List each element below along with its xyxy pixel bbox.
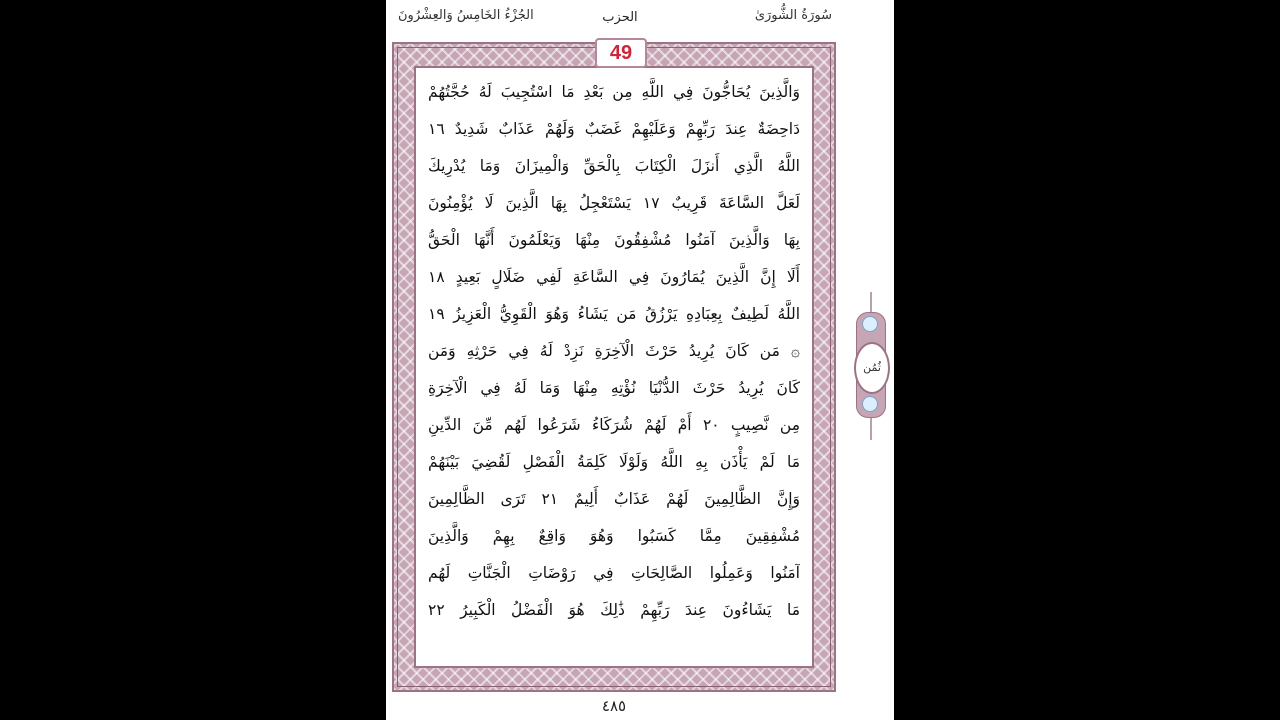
- page-number: ٤٨٥: [601, 697, 627, 715]
- verse-line: كَانَ يُرِيدُ حَرْثَ الدُّنْيَا نُؤْتِهِ مِنْهَا وَمَا لَهُ فِي الْآخِرَةِ: [428, 379, 800, 397]
- verse-line: آمَنُوا وَعَمِلُوا الصَّالِحَاتِ فِي رَوْضَاتِ الْجَنَّاتِ لَهُم: [428, 564, 800, 582]
- surah-title: سُورَةُ الشُّورَىٰ: [754, 8, 832, 23]
- mushaf-page: [386, 0, 894, 720]
- verse-line: مَا يَشَاءُونَ عِندَ رَبِّهِمْ ذَٰلِكَ هُوَ الْفَضْلُ الْكَبِيرُ ٢٢: [428, 601, 800, 619]
- verse-line: مَا لَمْ يَأْذَن بِهِ اللَّهُ وَلَوْلَا كَلِمَةُ الْفَصْلِ لَقُضِيَ بَيْنَهُمْ: [428, 453, 800, 471]
- juz-title: الجُزْءُ الخَامِسُ وَالعِشْرُونَ: [398, 8, 534, 23]
- rub-marker: [852, 292, 890, 440]
- verse-line: وَإِنَّ الظَّالِمِينَ لَهُمْ عَذَابٌ أَلِيمٌ ٢١ تَرَى الظَّالِمِينَ: [428, 490, 800, 508]
- verse-line: وَالَّذِينَ يُحَاجُّونَ فِي اللَّهِ مِن بَعْدِ مَا اسْتُجِيبَ لَهُ حُجَّتُهُمْ: [428, 83, 800, 101]
- verse-line: اللَّهُ الَّذِي أَنزَلَ الْكِتَابَ بِالْحَقِّ وَالْمِيزَانَ وَمَا يُدْرِيكَ: [428, 157, 800, 175]
- verse-line: مِن نَّصِيبٍ ٢٠ أَمْ لَهُمْ شُرَكَاءُ شَرَعُوا لَهُم مِّنَ الدِّينِ: [428, 416, 800, 434]
- hizb-number: 49: [595, 38, 647, 68]
- ornamental-frame: [392, 42, 836, 692]
- verse-line: لَعَلَّ السَّاعَةَ قَرِيبٌ ١٧ يَسْتَعْجِلُ بِهَا الَّذِينَ لَا يُؤْمِنُونَ: [428, 194, 800, 212]
- flower-icon: [862, 396, 878, 412]
- marker-label: ثُمُن: [854, 342, 890, 394]
- verse-line: دَاحِضَةٌ عِندَ رَبِّهِمْ وَعَلَيْهِمْ غَضَبٌ وَلَهُمْ عَذَابٌ شَدِيدٌ ١٦: [428, 120, 800, 138]
- verse-line: اللَّهُ لَطِيفٌ بِعِبَادِهِ يَرْزُقُ مَن يَشَاءُ وَهُوَ الْقَوِيُّ الْعَزِيزُ ١٩: [428, 305, 800, 323]
- verse-line: أَلَا إِنَّ الَّذِينَ يُمَارُونَ فِي السَّاعَةِ لَفِي ضَلَالٍ بَعِيدٍ ١٨: [428, 268, 800, 286]
- verse-line: بِهَا وَالَّذِينَ آمَنُوا مُشْفِقُونَ مِنْهَا وَيَعْلَمُونَ أَنَّهَا الْحَقُّ: [428, 231, 800, 249]
- verse-line: ۞ مَن كَانَ يُرِيدُ حَرْثَ الْآخِرَةِ نَزِدْ لَهُ فِي حَرْثِهِ وَمَن: [428, 342, 800, 360]
- flower-icon: [862, 316, 878, 332]
- hizb-label: الحزب: [602, 10, 638, 25]
- verse-line: مُشْفِقِينَ مِمَّا كَسَبُوا وَهُوَ وَاقِعٌ بِهِمْ وَالَّذِينَ: [428, 527, 800, 545]
- text-area: [414, 66, 814, 668]
